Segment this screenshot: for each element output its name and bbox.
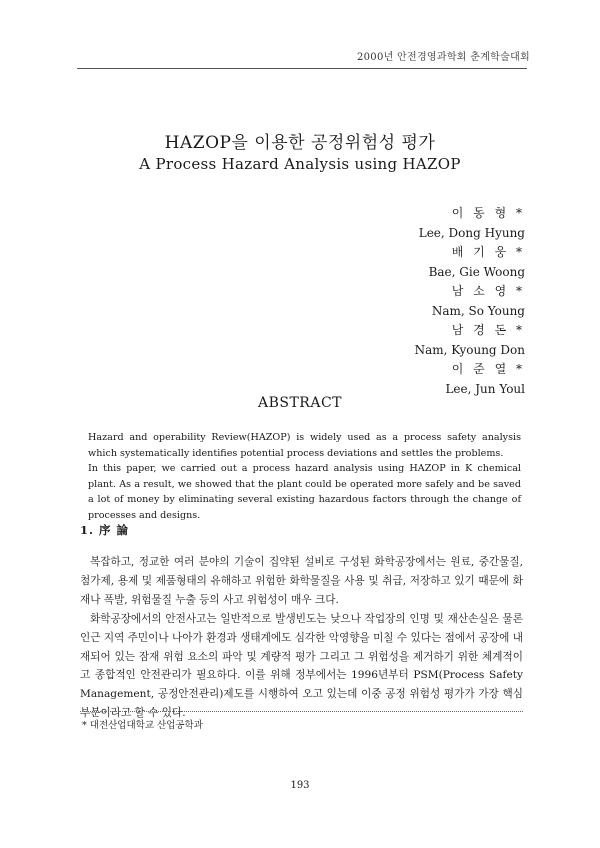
abstract-paragraph: In this paper, we carried out a process hazard analysis using HAZOP in K chemical plant. As a result, we showed that the plant could be operated more safely and be saved a lot of money by eliminating several existing hazardous factors through the change of processes and designs. [88, 463, 521, 521]
body-paragraph: 복잡하고, 정교한 여러 분야의 기술이 집약된 설비로 구성된 화학공장에서는 원료, 중간물질, 첨가제, 용제 및 제품형태의 유해하고 위험한 화학물질을 사용 및 취급, 저장하고 있기 때문에 화재나 폭발, 위험물질 누출 등의 사고 위험성이 매우 크다. [80, 556, 523, 606]
abstract-heading: ABSTRACT [257, 395, 343, 411]
author-english-name: Nam, So Young [431, 303, 525, 318]
title-korean: HAZOP을 이용한 공정위험성 평가 [164, 133, 436, 153]
author-english-name: Lee, Jun Youl [445, 381, 525, 396]
body-paragraph: 화학공장에서의 안전사고는 일반적으로 발생빈도는 낮으나 작업장의 인명 및 재산손실은 물론 인근 지역 주민이나 나아가 환경과 생태계에도 심각한 악영향을 미칠 수 있다는 점에서 공장에 내재되어 있는 잠재 위험 요소의 파악 및 계량적 평가 그리고 그 위험성을 제거하기 위한 체계적이고 종합적인 안전관리가 필요하다. 이를 위해 정부에서는 1996년부터 PSM(Process Safety Management, 공정안전관리)제도를 시행하여 오고 있는데 이중 공정 위험성 평가가 가장 핵심부분이라고 할 수 있다. [80, 612, 523, 720]
section-heading: 1. 序 論 [80, 523, 130, 537]
author-korean-name: 이 동 형 * [451, 206, 525, 220]
page-number: 193 [290, 780, 310, 791]
header-rule [77, 68, 527, 69]
author-english-name: Nam, Kyoung Don [414, 342, 525, 357]
author-english-name: Lee, Dong Hyung [418, 225, 525, 240]
footnote-affiliation: * 대전산업대학교 산업공학과 [82, 720, 203, 731]
author-korean-name: 남 경 돈 * [451, 323, 525, 337]
author-list [415, 204, 525, 399]
abstract-paragraph: Hazard and operability Review(HAZOP) is widely used as a process safety analysis which systematically identifies potential process deviations and settles the problems. [88, 432, 521, 459]
author-english-name: Bae, Gie Woong [428, 264, 525, 279]
title-english: A Process Hazard Analysis using HAZOP [139, 155, 461, 173]
author-korean-name: 이 준 열 * [451, 362, 525, 376]
section-body [80, 553, 523, 723]
abstract-body [88, 430, 521, 523]
author-korean-name: 남 소 영 * [451, 284, 525, 298]
conference-header: 2000년 안전경영과학회 춘계학술대회 [356, 52, 530, 63]
author-korean-name: 배 기 웅 * [451, 245, 525, 259]
footnote-rule [80, 711, 523, 712]
